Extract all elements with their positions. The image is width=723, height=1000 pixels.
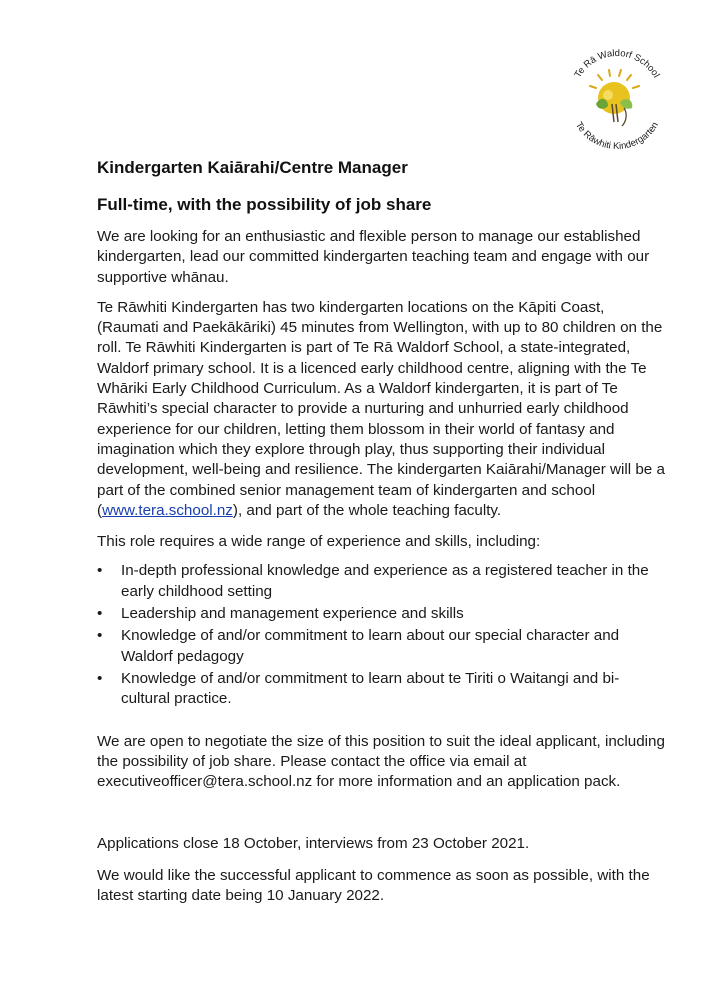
list-item: • In-depth professional knowledge and experience as a registered teacher in the early childhood setting [97,562,649,600]
logo-bottom-text: Te Rāwhiti Kindergarten [572,120,662,153]
job-subtitle: Full-time, with the possibility of job share [97,195,432,214]
bullet-icon: • [97,627,103,645]
about-text-end: ), and part of the whole teaching faculty. [232,501,502,519]
bullet-icon: • [97,669,103,687]
requirements-intro: This role requires a wide range of experience and skills, including: [97,533,541,551]
list-item: • Knowledge of and/or commitment to learn about our special character and Waldorf pedagogy [97,627,620,665]
dates-paragraph: Applications close 18 October, interviews from 23 October 2021. [97,835,530,853]
document-body [97,158,667,906]
logo-top-text: Te Rā Waldorf School [572,47,662,80]
svg-text:Te Rāwhiti Kindergarten [573,120,661,152]
job-title: Kindergarten Kaiārahi/Centre Manager [97,158,408,177]
svg-text:Te Rā Waldorf School [572,48,661,80]
bullet-icon: • [97,605,103,623]
bullet-icon: • [97,562,103,580]
sun-logo-icon [556,38,678,160]
school-website-link[interactable]: www.tera.school.nz [102,501,233,519]
list-item: • Leadership and management experience and skills [97,604,667,624]
about-text: Te Rāwhiti Kindergarten has two kindergarten locations on the Kāpiti Coast, (Raumati and Paekākāriki) 45 minutes from Wellington, with up to 80 children on the roll. Te Rāwhiti Kindergarten is part of Te Rā Waldorf School, a state-integrated, Waldorf primary school. It is a licenced early childhood centre, aligning with the Te Whāriki Early Childhood Curriculum. As a Waldorf kindergarten, it is part of Te Rāwhiti’s special character to provide a nurturing and unhurried early childhood experience for our children, letting them blossom in their world of fantasy and imagination which they explore through play, thus supporting their individual development, well-being and resilience. The kindergarten Kaiārahi/Manager will be a part of the combined senior management team of kindergarten and school ( [97,298,665,519]
about-paragraph [97,298,667,521]
intro-paragraph: We are looking for an enthusiastic and flexible person to manage our established kindergarten, lead our committed kindergarten teaching team and engage with our supportive whānau. [97,228,650,286]
list-item: • Knowledge of and/or commitment to learn about te Tiriti o Waitangi and bi-cultural practice. [97,669,620,708]
start-date-paragraph: We would like the successful applicant to commence as soon as possible, with the latest starting date being 10 January 2022. [97,866,650,905]
requirements-list [97,561,667,709]
school-logo [556,38,678,160]
contact-paragraph: We are open to negotiate the size of this position to suit the ideal applicant, including the possibility of job share. Please contact the office via email at executiveofficer@tera.school.nz for more information and an application pack. [97,732,665,791]
